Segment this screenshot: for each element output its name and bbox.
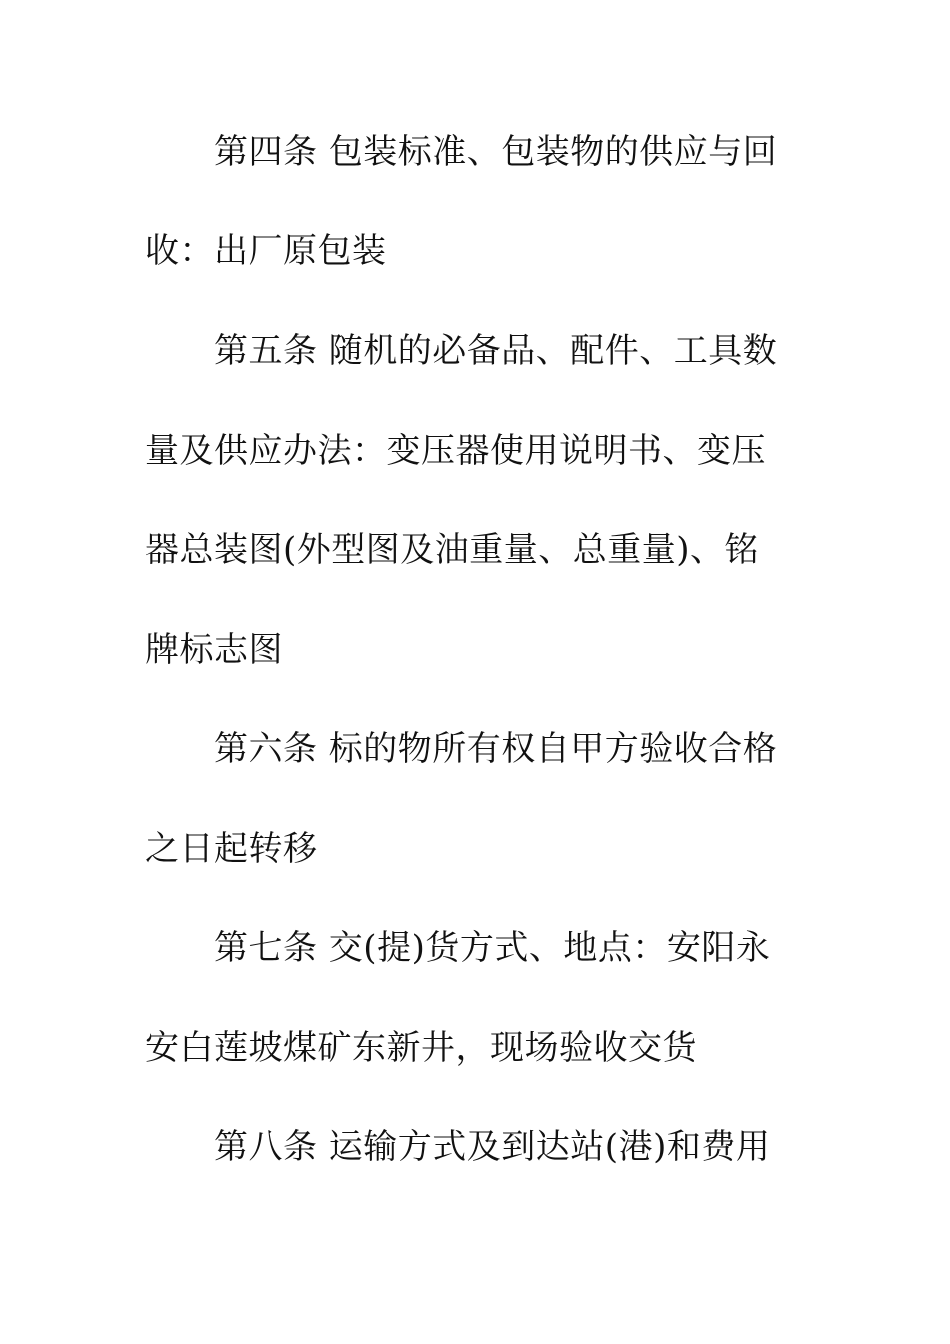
clause-4-line-2: 收：出厂原包装	[145, 231, 387, 271]
clause-5-line-2: 量及供应办法：变压器使用说明书、变压	[145, 431, 766, 471]
clause-6-line-2: 之日起转移	[145, 829, 318, 869]
clause-5-line-3: 器总装图(外型图及油重量、总重量)、铭	[145, 530, 760, 570]
clause-7-line-1: 第七条 交(提)货方式、地点：安阳永	[214, 928, 771, 968]
clause-5-line-1: 第五条 随机的必备品、配件、工具数	[214, 331, 778, 371]
clause-4-line-1: 第四条 包装标准、包装物的供应与回	[214, 132, 778, 172]
clause-7-line-2: 安白莲坡煤矿东新井，现场验收交货	[145, 1028, 697, 1068]
clause-8-line-1: 第八条 运输方式及到达站(港)和费用	[214, 1127, 771, 1167]
clause-6-line-1: 第六条 标的物所有权自甲方验收合格	[214, 729, 778, 769]
clause-5-line-4: 牌标志图	[145, 630, 283, 670]
